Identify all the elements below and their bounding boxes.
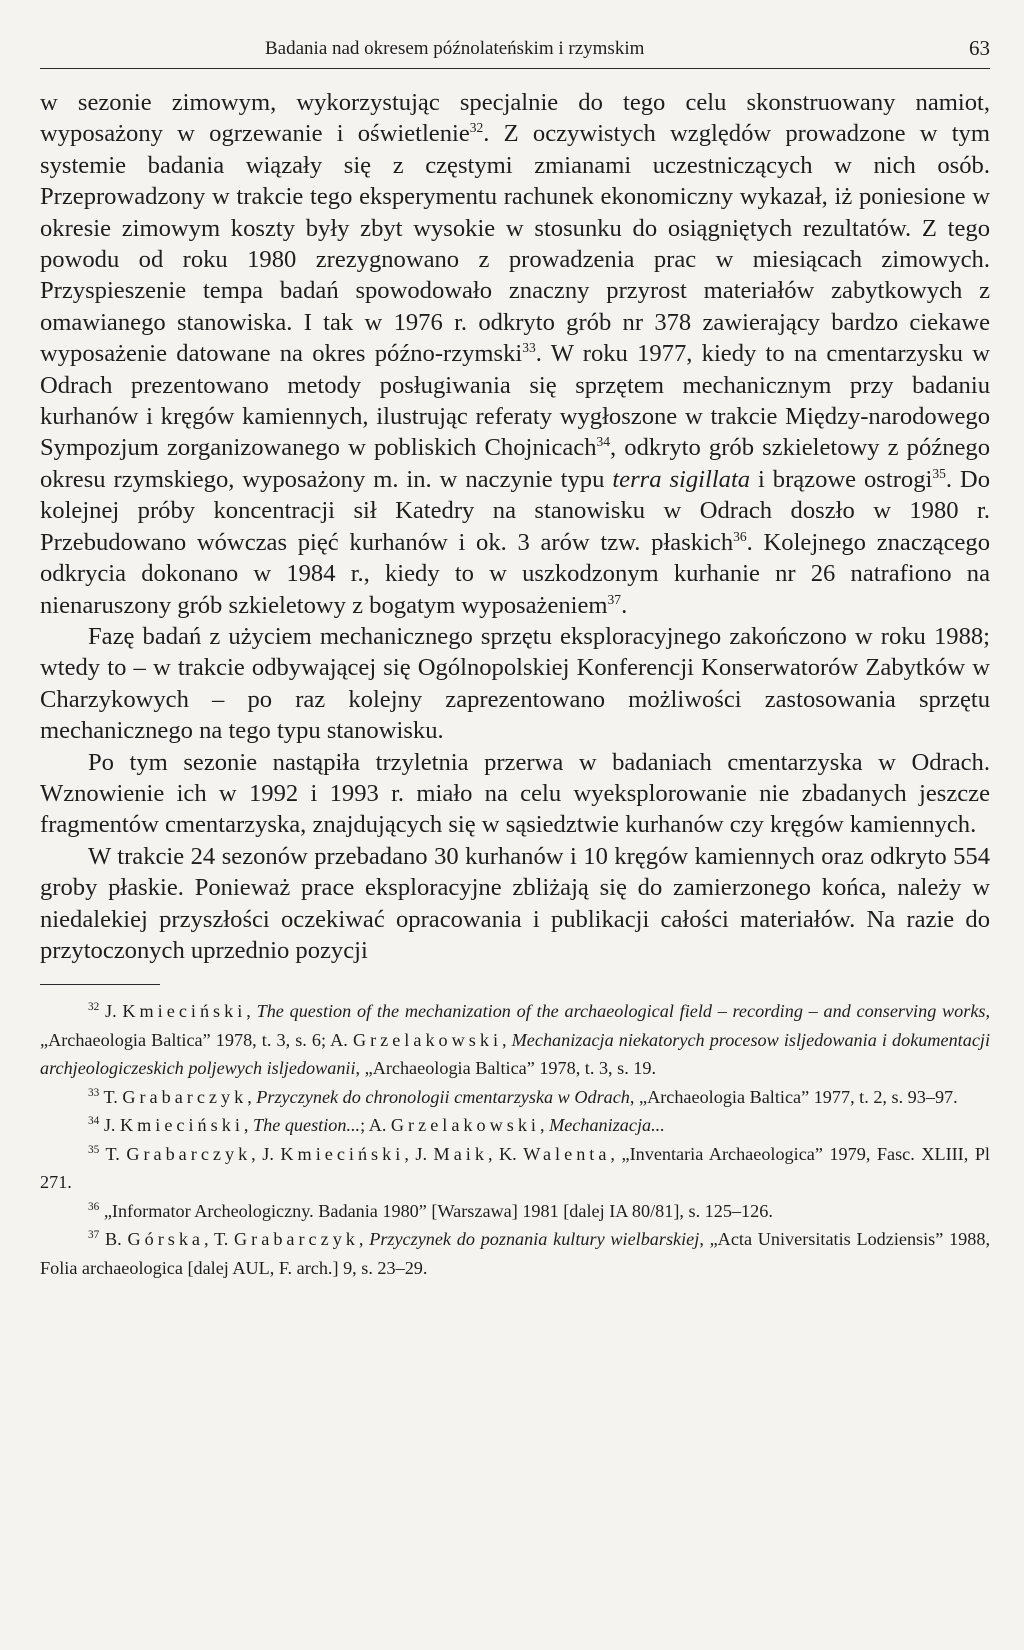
author-name: Górska (127, 1229, 205, 1250)
author-initial: J. (105, 1001, 123, 1022)
footnote-35 (40, 1140, 990, 1197)
text-run: . W roku 1977, kiedy to na cmentarzysku w Odrach prezentowano metody posługiwania się sprzętem mechanicznym przy badaniu kurhanów i kręgów kamiennych, ilustrując referaty wygłoszone w trakcie Między-narodowego Sympozjum zorganizowanego w pobliskich Chojnicach (40, 340, 990, 462)
footnote-ref-32[interactable]: 32 (469, 120, 484, 136)
text-run: i brązowe ostrogi (750, 465, 933, 493)
author-name: Kmieciński (122, 1001, 247, 1022)
author-name: Maik (433, 1143, 488, 1164)
paragraph-4: W trakcie 24 sezonów przebadano 30 kurhanów i 10 kręgów kamiennych oraz odkryto 554 groby płaskie. Ponieważ prace eksploracyjne zbliżają się do zamierzonego końca, należy w niedalekiej przyszłości oczekiwać opracowania i publikacji całości materiałów. Na razie do przytoczonych uprzednio pozycji (40, 842, 990, 964)
page (40, 30, 990, 1282)
main-text (40, 87, 990, 966)
citation-text: , „Inventaria Archaeologica” 1979, Fasc. XLIII, Pl 271. (40, 1143, 990, 1193)
citation-text: , „Archaeologia Baltica” 1977, t. 2, s. 93–97. (629, 1086, 958, 1107)
footnote-32: $^{32}$ J. Kmieciński, The question of the mechanization of the archaeological field – recording – and conserving works, „Archaeologia Baltica” 1978, t. 3, s. 6; A. Grzelakowski, Mechanizacja niekatorych procesow isljedowania i dokumentacji archjeologiczeskich poljewych isljedowanii, „Archaeologia Baltica” 1978, t. 3, s. 19. (40, 1001, 991, 1079)
footnote-number: 33 (88, 1086, 100, 1099)
citation-text: , K. (487, 1143, 524, 1164)
footnote-number: 36 (88, 1200, 100, 1213)
footnote-ref-34[interactable]: 34 (596, 434, 611, 450)
italic-term: terra sigillata (612, 465, 751, 493)
footnote-number: 35 (88, 1143, 100, 1156)
citation-text: , T. (204, 1229, 235, 1250)
running-title: Badania nad okresem późnolateńskim i rzymskim (265, 38, 645, 59)
footnote-37: $^{37}$ B. Górska, T. Grabarczyk, Przyczynek do poznania kultury wielbarskiej, „Acta Universitatis Lodziensis” 1988, Folia archaeologica [dalej AUL, F. arch.] 9, s. 23–29. (40, 1229, 990, 1278)
author-initial: T. (103, 1086, 123, 1107)
author-name: Grzelakowski (352, 1029, 503, 1050)
author-name: Grabarczyk (234, 1229, 359, 1250)
author-initial: J. (103, 1115, 120, 1136)
footnote-ref-33[interactable]: 33 (522, 340, 536, 356)
citation-text: , J. (251, 1143, 281, 1164)
paragraph-1 (40, 87, 990, 621)
footnote-33: $^{33}$ T. Grabarczyk, Przyczynek do chronologii cmentarzyska w Odrach, „Archaeologia Baltica” 1977, t. 2, s. 93–97. (88, 1086, 958, 1107)
paragraph-3: Po tym sezonie nastąpiła trzyletnia przerwa w badaniach cmentarzyska w Odrach. Wznowienie ich w 1992 i 1993 r. miało na celu wyeksplorowanie nie zbadanych jeszcze fragmentów cmentarzyska, znajdujących się w sąsiedztwie kurhanów czy kręgów kamiennych. (40, 748, 990, 839)
work-title: Mechanizacja niekatorych procesow isljedowania i dokumentacji archjeologiczeskich poljewych isljedowanii (40, 1029, 991, 1079)
author-name: Grabarczyk (126, 1143, 252, 1164)
text-run: . (621, 591, 628, 619)
citation-text: , „Acta Universitatis Lodziensis” 1988, Folia archaeologica [dalej AUL, F. arch.] 9, s. 23–29. (40, 1229, 990, 1278)
footnotes (40, 997, 990, 1282)
author-name: Grzelakowski (390, 1115, 540, 1136)
author-name: Kmieciński (119, 1115, 244, 1136)
footnote-34: $^{34}$ J. Kmieciński, The question...; A. Grzelakowski, Mechanizacja... (88, 1115, 665, 1136)
footnote-ref-35[interactable]: 35 (932, 465, 946, 481)
work-title: Przyczynek do poznania kultury wielbarskiej (369, 1229, 700, 1250)
citation-text: , „Archaeologia Baltica” 1978, t. 3, s. 6; A. (40, 1001, 991, 1050)
author-initial: T. (105, 1143, 127, 1164)
page-number: 63 (969, 36, 990, 60)
text-run: . Do kolejnej próby koncentracji sił Katedry na stanowisku w Odrach doszło w 1980 r. Przebudowano wówczas pięć kurhanów i ok. 3 arów tzw. płaskich (40, 465, 990, 556)
footnote-36 (40, 1197, 990, 1226)
work-title: The question of the mechanization of the archaeological field – recording – and conserving works (256, 1001, 986, 1022)
citation-text: ; A. (360, 1115, 391, 1136)
running-header (40, 30, 990, 69)
text-run: w sezonie zimowym, wykorzystując specjalnie do tego celu skonstruowany namiot, wyposażony w ogrzewanie i oświetlenie (40, 89, 990, 148)
work-title: Mechanizacja... (549, 1115, 665, 1136)
citation-text: , J. (404, 1143, 434, 1164)
paragraph-2: Fazę badań z użyciem mechanicznego sprzętu eksploracyjnego zakończono w roku 1988; wtedy to – w trakcie odbywającej się Ogólnopolskiej Konferencji Konserwatorów Zabytków w Charzykowych – po raz kolejny zaprezentowano możliwości zastosowania sprzętu mechanicznego na tego typu stanowisku. (40, 622, 990, 745)
footnote-number: 32 (88, 1001, 100, 1014)
footnote-divider (40, 984, 160, 985)
author-name: Kmieciński (280, 1143, 405, 1164)
footnote-ref-36[interactable]: 36 (733, 528, 747, 544)
author-name: Walenta (523, 1143, 611, 1164)
citation-text: „Informator Archeologiczny. Badania 1980” [Warszawa] 1981 [dalej IA 80/81], s. 125–126. (103, 1200, 773, 1221)
work-title: Przyczynek do chronologii cmentarzyska w Odrach (256, 1086, 630, 1107)
author-name: Grabarczyk (122, 1086, 248, 1107)
footnote-ref-37[interactable]: 37 (607, 591, 622, 607)
text-run: . Kolejnego znaczącego odkrycia dokonano w 1984 r., kiedy to w uszkodzonym kurhanie nr 26 natrafiono na nienaruszony grób szkieletowy z bogatym wyposażeniem (40, 528, 990, 619)
citation-text: , „Archaeologia Baltica” 1978, t. 3, s. 19. (355, 1058, 657, 1079)
footnote-number: 37 (88, 1229, 100, 1242)
text-run: . Z oczywistych względów prowadzone w tym systemie badania wiązały się z częstymi zmianami uczestniczących w nich osób. Przeprowadzony w trakcie tego eksperymentu rachunek ekonomiczny wykazał, iż poniesione w okresie zimowym koszty były zbyt wysokie w stosunku do osiągniętych rezultatów. Z tego powodu od roku 1980 zrezygnowano z prowadzenia prac w miesiącach zimowych. Przyspieszenie tempa badań spowodowało znaczny przyrost materiałów zabytkowych z omawianego stanowiska. I tak w 1976 r. odkryto grób nr 378 zawierający bardzo ciekawe wyposażenie datowane na okres późno-rzymski (40, 120, 990, 368)
text-run: , odkryto grób szkieletowy z późnego okresu rzymskiego, wyposażony m. in. w naczynie typu (40, 434, 991, 493)
author-initial: B. (105, 1229, 128, 1250)
work-title: The question... (252, 1115, 361, 1136)
footnote-number: 34 (88, 1115, 100, 1128)
